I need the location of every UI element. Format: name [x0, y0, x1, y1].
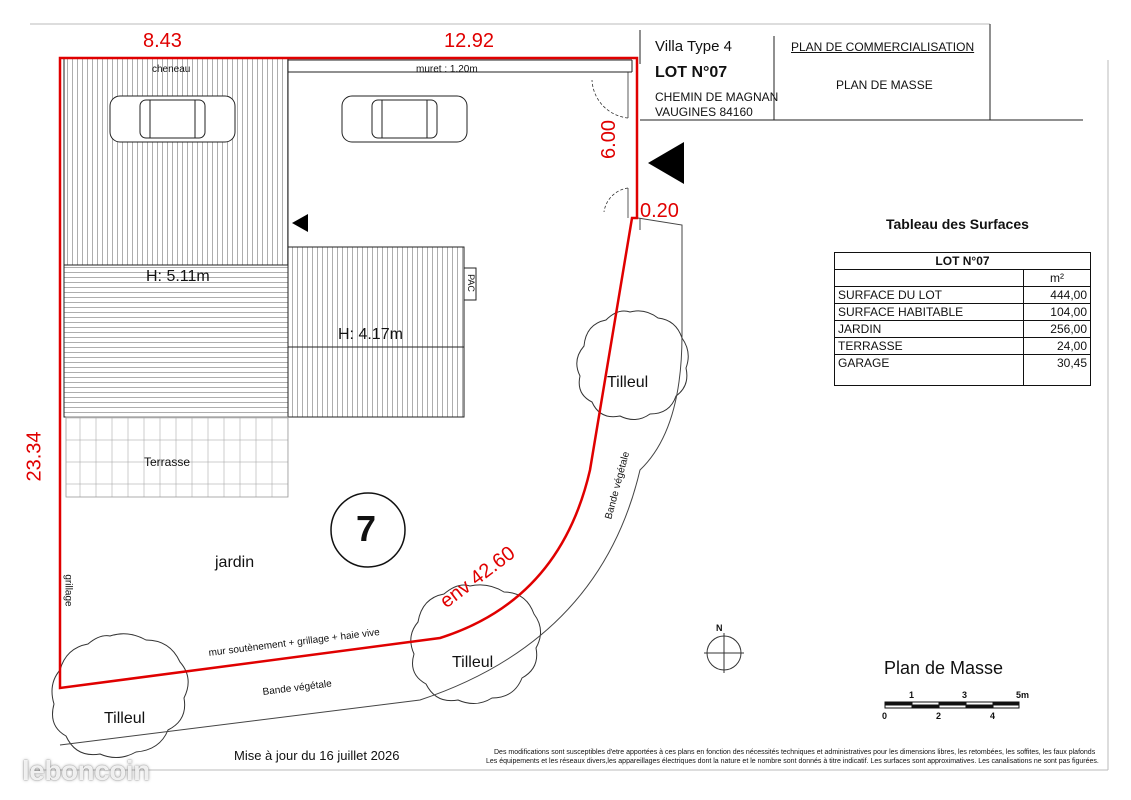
leboncoin-watermark: leboncoin	[22, 755, 150, 786]
units-cell: m²	[1024, 270, 1091, 287]
tree-mid-canopy	[411, 585, 541, 704]
height-main-label: H: 5.11m	[146, 268, 210, 285]
town: VAUGINES 84160	[655, 105, 753, 119]
jardin-label: jardin	[215, 554, 255, 571]
row-label: JARDIN	[835, 321, 1024, 338]
table-row	[835, 355, 1091, 372]
row-value: 24,00	[1024, 338, 1091, 355]
north-label: N	[716, 623, 723, 633]
surfaces-table	[834, 252, 1091, 386]
north-arrow-icon	[704, 633, 744, 673]
tree-left-canopy	[52, 634, 188, 758]
car-garage	[110, 96, 235, 142]
car-parking	[342, 96, 467, 142]
row-value: 104,00	[1024, 304, 1091, 321]
scale-top-1: 1	[909, 690, 915, 700]
street: CHEMIN DE MAGNAN	[655, 90, 779, 104]
terrasse-label: Terrasse	[144, 455, 191, 469]
dim-corner: 0.20	[640, 200, 679, 222]
scale-bottom-2: 2	[936, 711, 942, 721]
units-spacer	[835, 270, 1024, 287]
surfaces-table-title: LOT N°07	[835, 253, 1091, 270]
villa-type: Villa Type 4	[655, 38, 732, 55]
plan-commercial: PLAN DE COMMERCIALISATION	[791, 40, 975, 54]
muret-label: muret : 1.20m	[416, 64, 478, 75]
dim-right-short: 6.00	[597, 120, 620, 159]
table-row-empty	[835, 371, 1091, 386]
disclaimer-line-1: Des modifications sont susceptibles d'etre apportées à ces plans en fonction des nécessités techniques et administratives pour les dimensions libres, les retombées, les soffites, les faux plafonds	[494, 749, 1096, 756]
scale-top-3: 3	[962, 690, 968, 700]
tilleul-right-label: Tilleul	[607, 374, 649, 391]
row-value: 30,45	[1024, 355, 1091, 372]
tilleul-mid-label: Tilleul	[452, 654, 494, 671]
grillage-label: grillage	[62, 574, 74, 607]
update-date: Mise à jour du 16 juillet 2026	[234, 748, 400, 763]
row-value: 444,00	[1024, 287, 1091, 304]
scale-bar	[885, 702, 1019, 708]
garage-arrow-icon	[292, 214, 308, 232]
table-row	[835, 338, 1091, 355]
entrance-arrow-icon	[648, 142, 684, 184]
table-row	[835, 321, 1091, 338]
row-label: TERRASSE	[835, 338, 1024, 355]
height-second-label: H: 4.17m	[338, 326, 403, 343]
cheneau-label: cheneau	[152, 64, 191, 75]
mur-label: mur soutènement + grillage + haie vive	[208, 626, 381, 659]
bande-bottom-label: Bande végétale	[262, 678, 333, 698]
tree-right-canopy	[577, 311, 688, 420]
row-value: 256,00	[1024, 321, 1091, 338]
table-row	[835, 304, 1091, 321]
dim-top-left: 8.43	[143, 30, 182, 52]
scale-top-5: 5m	[1016, 690, 1030, 700]
tilleul-left-label: Tilleul	[104, 710, 146, 727]
dim-curve: env 42.60	[436, 542, 520, 613]
surfaces-heading: Tableau des Surfaces	[886, 216, 1029, 232]
disclaimer-line-2: Les équipements et les réseaux divers,les appareillages électriques dont la nature et le nombre sont donnés à titre indicatif. Les surfaces sont approximatives. Les canalisations ne sont pas figurées.	[486, 758, 1099, 765]
row-label: GARAGE	[835, 355, 1024, 372]
plan-masse-title: PLAN DE MASSE	[836, 78, 933, 92]
table-row	[835, 287, 1091, 304]
row-label: SURFACE HABITABLE	[835, 304, 1024, 321]
pac-label: PAC	[465, 274, 476, 292]
scale-bottom-0: 0	[882, 711, 888, 721]
row-label: SURFACE DU LOT	[835, 287, 1024, 304]
bande-right-label: Bande végétale	[603, 450, 633, 521]
legend-title: Plan de Masse	[884, 658, 1004, 678]
dim-top-right: 12.92	[444, 30, 495, 52]
lot-number: 7	[356, 508, 377, 549]
lot-title: LOT N°07	[655, 64, 728, 81]
dim-left-side: 23.34	[23, 431, 46, 482]
scale-bottom-4: 4	[990, 711, 996, 721]
